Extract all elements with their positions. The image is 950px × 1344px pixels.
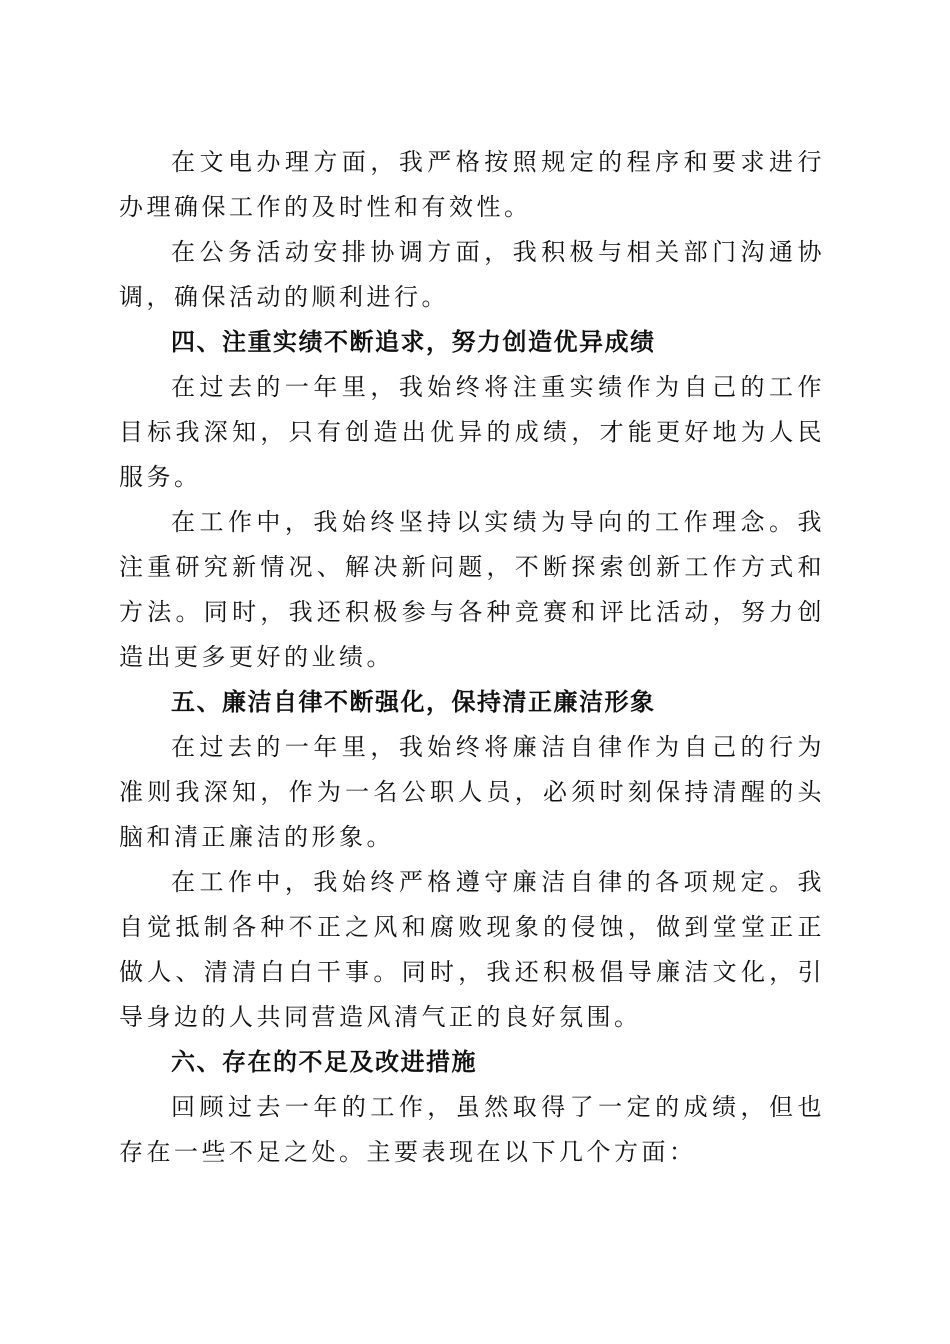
paragraph-performance-goal: 在过去的一年里，我始终将注重实绩作为自己的工作目标我深知，只有创造出优异的成绩，才能更好地为人民服务。 <box>119 373 825 491</box>
paragraph-integrity-principle: 在过去的一年里，我始终将廉洁自律作为自己的行为准则我深知，作为一名公职人员，必须时刻保持清醒的头脑和清正廉洁的形象。 <box>119 733 825 851</box>
paragraph-activity-coordination: 在公务活动安排协调方面，我积极与相关部门沟通协调，确保活动的顺利进行。 <box>119 238 825 311</box>
section-heading-six: 六、存在的不足及改进措施 <box>171 1048 477 1076</box>
section-heading-four: 四、注重实绩不断追求，努力创造优异成绩 <box>171 328 656 356</box>
paragraph-performance-work: 在工作中，我始终坚持以实绩为导向的工作理念。我注重研究新情况、解决新问题，不断探索创新工作方式和方法。同时，我还积极参与各种竞赛和评比活动，努力创造出更多更好的业绩。 <box>119 508 825 671</box>
section-heading-five: 五、廉洁自律不断强化，保持清正廉洁形象 <box>171 688 656 716</box>
paragraph-document-handling: 在文电办理方面，我严格按照规定的程序和要求进行办理确保工作的及时性和有效性。 <box>119 148 825 221</box>
paragraph-shortcomings: 回顾过去一年的工作，虽然取得了一定的成绩，但也存在一些不足之处。主要表现在以下几个方面： <box>119 1093 825 1166</box>
document-body <box>119 140 825 1175</box>
paragraph-integrity-work: 在工作中，我始终严格遵守廉洁自律的各项规定。我自觉抵制各种不正之风和腐败现象的侵蚀，做到堂堂正正做人、清清白白干事。同时，我还积极倡导廉洁文化，引导身边的人共同营造风清气正的良好氛围。 <box>119 868 825 1031</box>
